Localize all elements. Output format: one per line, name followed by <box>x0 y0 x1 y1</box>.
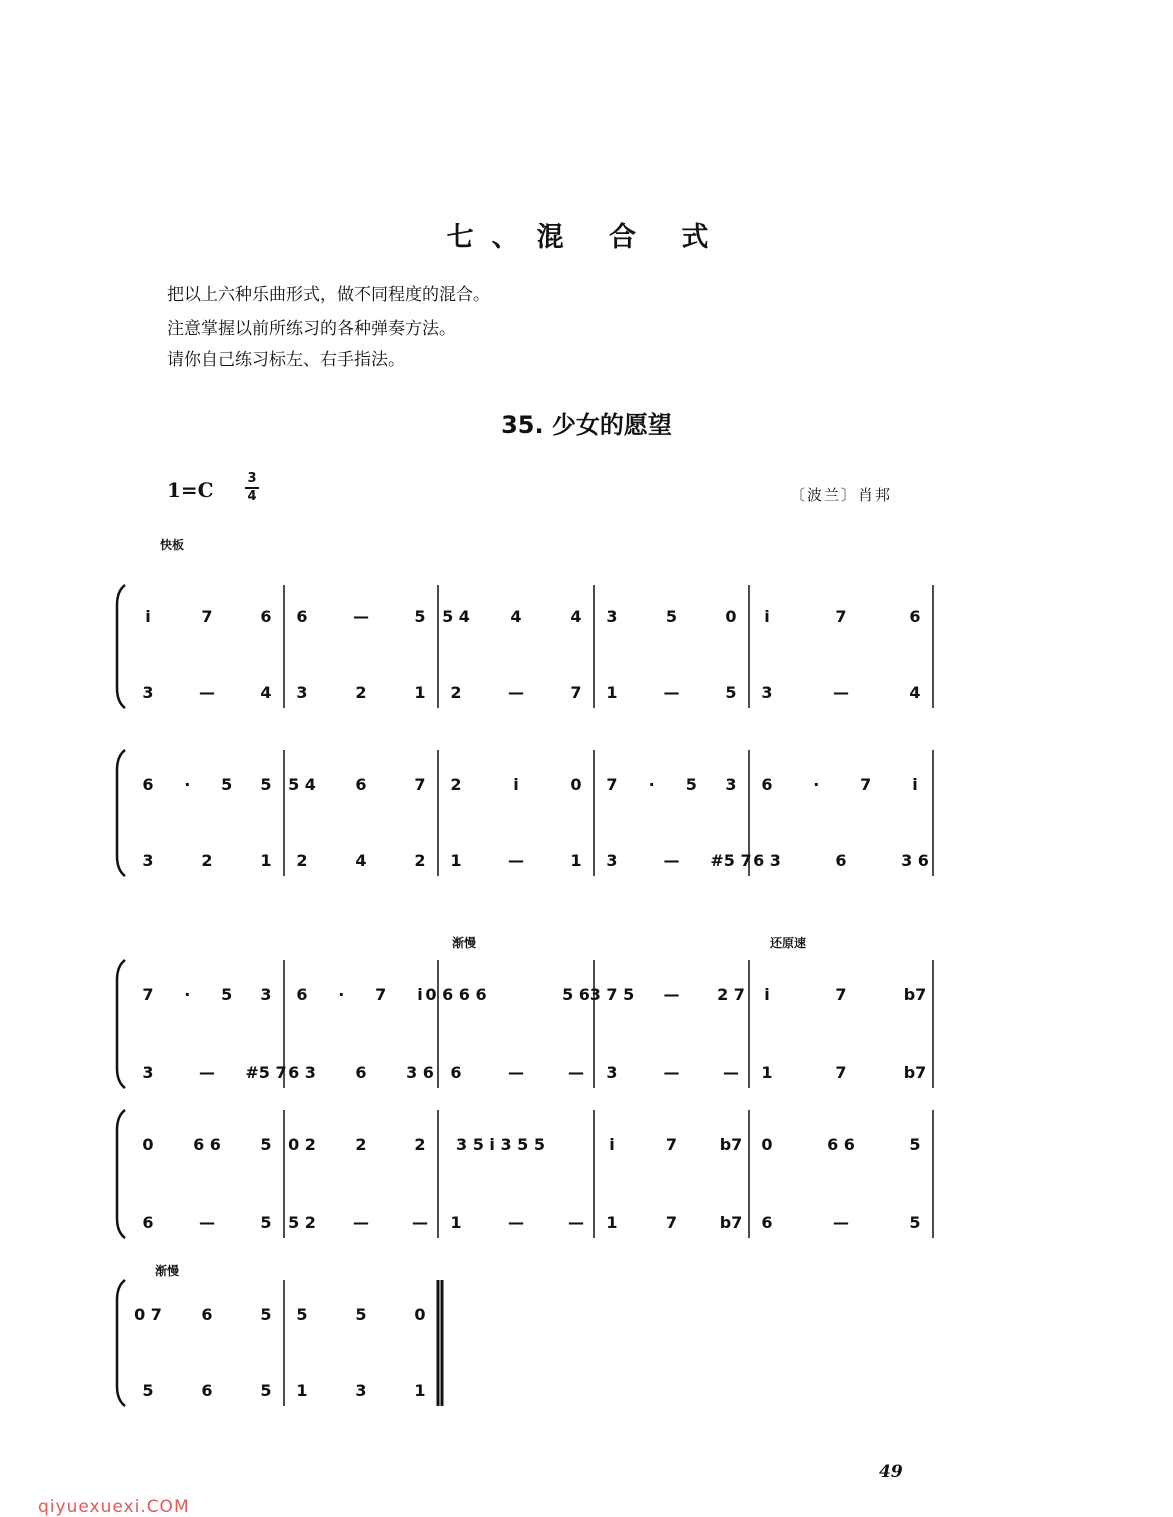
lower-note: 5 <box>260 1213 272 1232</box>
time-sig-top: 3 <box>247 471 257 486</box>
lower-note: 5 <box>142 1381 154 1400</box>
system-brace <box>117 1280 125 1406</box>
lower-note: — <box>568 1213 584 1232</box>
upper-note: 7 <box>201 607 213 626</box>
lower-note: 1 <box>260 851 272 870</box>
upper-note: 0 <box>414 1305 426 1324</box>
lower-note: 5 2 <box>288 1213 316 1232</box>
upper-note: 6 <box>260 607 272 626</box>
upper-note: 6 <box>201 1305 213 1324</box>
lower-note: — <box>723 1063 739 1082</box>
upper-note: 7 <box>860 775 872 794</box>
lower-note: 2 <box>201 851 213 870</box>
lower-note: 3 <box>606 851 618 870</box>
lower-note: 3 <box>142 1063 154 1082</box>
upper-note: 0 <box>142 1135 154 1154</box>
rit-marking: 渐慢 <box>452 936 477 950</box>
upper-note: 7 <box>835 607 847 626</box>
upper-note: 7 <box>142 985 154 1004</box>
upper-note: 5 <box>260 1135 272 1154</box>
upper-note: 5 <box>260 775 272 794</box>
lower-note: — <box>199 1213 215 1232</box>
upper-note: 6 <box>355 775 367 794</box>
upper-note: 6 6 <box>193 1135 221 1154</box>
lower-note: — <box>833 1213 849 1232</box>
upper-note: 6 <box>761 775 773 794</box>
lower-note: — <box>412 1213 428 1232</box>
upper-note: 5 <box>414 607 426 626</box>
lower-note: 6 <box>761 1213 773 1232</box>
upper-note: 4 <box>570 607 582 626</box>
upper-note: 5 <box>909 1135 921 1154</box>
lower-note: — <box>508 1063 524 1082</box>
lower-note: 7 <box>835 1063 847 1082</box>
lower-note: — <box>508 1213 524 1232</box>
lower-note: 1 <box>414 1381 426 1400</box>
upper-note: 5 <box>685 775 697 794</box>
lower-note: 1 <box>450 851 462 870</box>
upper-note: 6 <box>296 985 308 1004</box>
lower-note: 4 <box>260 683 272 702</box>
upper-note: 3 <box>606 607 618 626</box>
intro-line-3: 请你自己练习标左、右手指法。 <box>167 350 405 370</box>
upper-note: 5 4 <box>442 607 470 626</box>
lower-note: 2 <box>296 851 308 870</box>
upper-note: 3 5 i 3 5 5 <box>456 1135 545 1154</box>
lower-note: 6 3 <box>288 1063 316 1082</box>
upper-note: 6 <box>296 607 308 626</box>
upper-note: i <box>609 1135 615 1154</box>
lower-note: 1 <box>296 1381 308 1400</box>
upper-note: · <box>813 775 820 794</box>
section-title: 七、混 合 式 <box>446 222 727 253</box>
upper-note: 6 6 <box>827 1135 855 1154</box>
upper-note: 7 <box>835 985 847 1004</box>
upper-note: 7 <box>665 1135 678 1154</box>
song-title: 35. 少女的愿望 <box>501 411 672 439</box>
lower-note: 1 <box>570 851 582 870</box>
upper-note: 0 <box>761 1135 773 1154</box>
upper-note: 0 2 <box>288 1135 316 1154</box>
tempo-marking: 快板 <box>160 538 185 552</box>
lower-note: 3 <box>142 683 154 702</box>
upper-note: i <box>764 985 770 1004</box>
lower-note: — <box>508 683 524 702</box>
lower-note: 1 <box>606 683 618 702</box>
lower-note: 3 <box>606 1063 618 1082</box>
upper-note: 2 <box>414 1135 426 1154</box>
upper-note: — <box>663 985 680 1004</box>
upper-note: · <box>184 985 191 1004</box>
upper-note: 3 7 5 <box>589 985 635 1004</box>
upper-note: b7 <box>903 985 927 1004</box>
upper-note: 5 <box>221 985 233 1004</box>
upper-note: i <box>417 985 423 1004</box>
upper-note: · <box>184 775 191 794</box>
upper-note: 3 <box>260 985 272 1004</box>
lower-note: b7 <box>903 1063 927 1082</box>
upper-note: i <box>912 775 918 794</box>
lower-note: 4 <box>355 851 367 870</box>
upper-note: 6 <box>142 775 154 794</box>
upper-note: 7 <box>375 985 387 1004</box>
page-number: 49 <box>879 1462 903 1482</box>
lower-note: — <box>833 683 849 702</box>
system-brace <box>117 585 125 708</box>
lower-note: 5 <box>909 1213 921 1232</box>
lower-note: #5 7 <box>710 851 752 870</box>
lower-note: 1 <box>450 1213 462 1232</box>
upper-note: 5 6 <box>562 985 590 1004</box>
lower-note: — <box>508 851 524 870</box>
lower-note: — <box>199 1063 215 1082</box>
upper-note: 5 <box>355 1305 367 1324</box>
lower-note: 1 <box>606 1213 618 1232</box>
lower-note: 6 <box>835 851 847 870</box>
lower-note: — <box>663 1063 680 1082</box>
upper-note: 0 <box>725 607 737 626</box>
lower-note: — <box>199 683 215 702</box>
lower-note: 6 3 <box>753 851 781 870</box>
upper-note: i <box>145 607 151 626</box>
system-brace <box>117 1110 125 1238</box>
upper-note: 5 <box>296 1305 308 1324</box>
upper-note: 5 <box>221 775 233 794</box>
upper-note: b7 <box>719 1135 743 1154</box>
lower-note: — <box>568 1063 584 1082</box>
rit-marking-end: 渐慢 <box>155 1264 180 1278</box>
lower-note: 6 <box>450 1063 462 1082</box>
upper-note: — <box>353 607 369 626</box>
lower-note: 2 <box>450 683 462 702</box>
lower-note: 7 <box>570 683 582 702</box>
upper-note: 2 7 <box>717 985 745 1004</box>
lower-note: 6 <box>142 1213 154 1232</box>
intro-line-2: 注意掌握以前所练习的各种弹奏方法。 <box>167 319 456 339</box>
lower-note: 6 <box>355 1063 367 1082</box>
upper-note: 5 4 <box>288 775 316 794</box>
time-sig-bottom: 4 <box>247 489 257 504</box>
lower-note: #5 7 <box>245 1063 287 1082</box>
lower-note: 3 <box>761 683 773 702</box>
upper-note: 2 <box>450 775 462 794</box>
lower-note: 3 6 <box>901 851 929 870</box>
upper-note: 2 <box>355 1135 367 1154</box>
lower-note: b7 <box>719 1213 743 1232</box>
upper-note: 5 <box>260 1305 272 1324</box>
upper-note: · <box>338 985 345 1004</box>
lower-note: 7 <box>665 1213 678 1232</box>
lower-note: 2 <box>414 851 426 870</box>
upper-note: 4 <box>510 607 522 626</box>
lower-note: — <box>353 1213 369 1232</box>
lower-note: 3 <box>142 851 154 870</box>
upper-note: 7 <box>606 775 618 794</box>
lower-note: 5 <box>725 683 737 702</box>
lower-note: 3 <box>296 683 308 702</box>
upper-note: 7 <box>414 775 426 794</box>
upper-note: 5 <box>665 607 678 626</box>
lower-note: — <box>663 851 680 870</box>
upper-note: 0 6 6 6 <box>425 985 487 1004</box>
upper-note: 0 <box>570 775 582 794</box>
lower-note: 2 <box>355 683 367 702</box>
watermark: qiyuexuexi.COM <box>38 1497 190 1517</box>
lower-note: 5 <box>260 1381 272 1400</box>
upper-note: i <box>513 775 519 794</box>
lower-note: 1 <box>761 1063 773 1082</box>
upper-note: i <box>764 607 770 626</box>
upper-note: 6 <box>909 607 921 626</box>
upper-note: 3 <box>725 775 737 794</box>
upper-note: · <box>648 775 655 794</box>
system-brace <box>117 750 125 876</box>
upper-note: 0 7 <box>134 1305 162 1324</box>
a-tempo-marking: 还原速 <box>770 936 807 950</box>
lower-note: 4 <box>909 683 921 702</box>
composer: 〔波兰〕肖邦 <box>790 486 893 504</box>
lower-note: 1 <box>414 683 426 702</box>
key-signature: 1=C <box>167 478 214 502</box>
lower-note: 3 6 <box>406 1063 434 1082</box>
lower-note: 6 <box>201 1381 213 1400</box>
system-brace <box>117 960 125 1088</box>
lower-note: — <box>663 683 680 702</box>
intro-line-1: 把以上六种乐曲形式，做不同程度的混合。 <box>167 285 490 305</box>
lower-note: 3 <box>355 1381 367 1400</box>
